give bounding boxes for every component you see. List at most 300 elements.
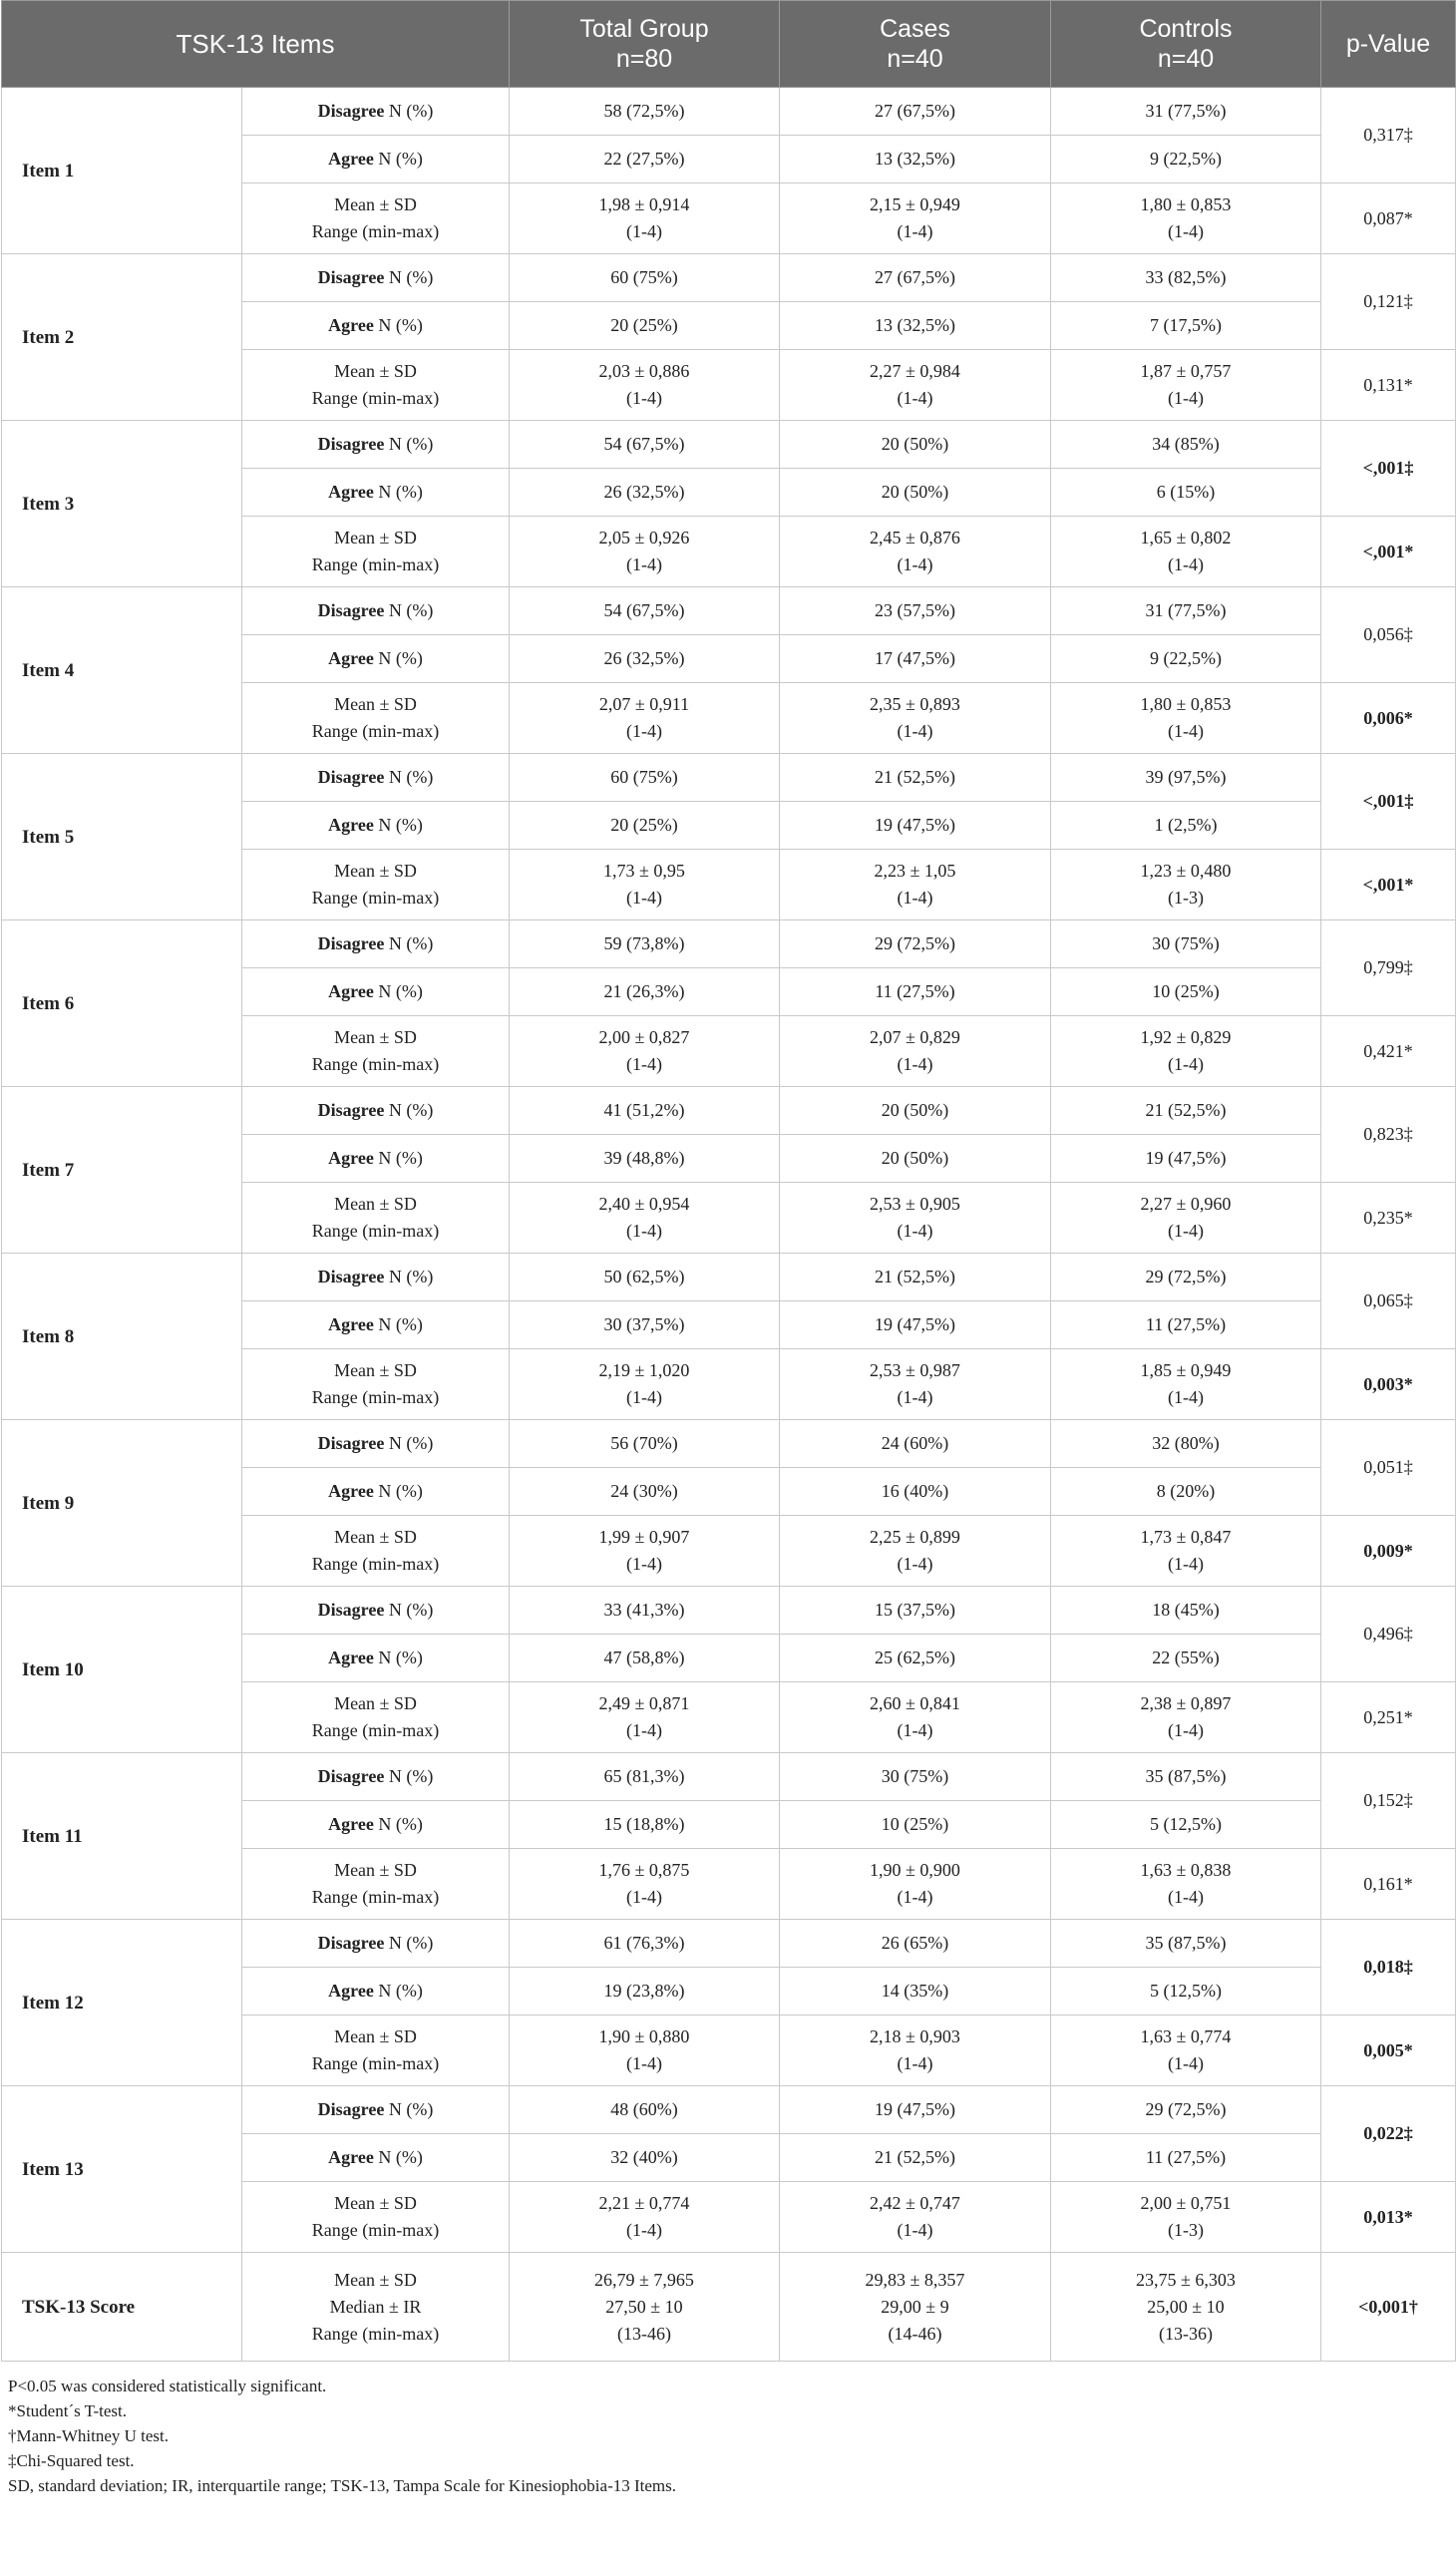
p-value-categorical: 0,496‡ (1321, 1587, 1456, 1682)
score-cases-cell (780, 2253, 1051, 2362)
p-value-mean: 0,251* (1321, 1682, 1456, 1753)
score-controls-mean: 23,75 ± 6,303 (1136, 2269, 1236, 2290)
range-cases-value: (1-4) (897, 888, 933, 908)
range-controls-value: (1-4) (1168, 721, 1204, 741)
mean-range-cases-cell (780, 1516, 1051, 1587)
agree-total-value: 47 (58,8%) (510, 1635, 780, 1682)
n-pct-label: N (%) (373, 1814, 423, 1834)
mean-range-cases-cell (780, 1682, 1051, 1753)
p-value-mean: 0,009* (1321, 1516, 1456, 1587)
mean-range-controls-cell (1051, 2016, 1321, 2086)
range-controls-value: (1-4) (1168, 388, 1204, 408)
mean-cases-value: 2,27 ± 0,984 (870, 361, 960, 381)
disagree-controls-value: 31 (77,5%) (1051, 88, 1321, 136)
item-name: Item 7 (2, 1087, 242, 1254)
disagree-label (242, 1087, 510, 1135)
table-row (2, 1254, 1456, 1301)
disagree-label (242, 1753, 510, 1801)
table-row (2, 1753, 1456, 1801)
header-cases-n: n=40 (887, 45, 943, 73)
disagree-controls-value: 35 (87,5%) (1051, 1920, 1321, 1968)
disagree-word: Disagree (317, 267, 385, 287)
range-label: Range (min-max) (311, 888, 440, 908)
mean-range-label (242, 350, 510, 421)
mean-range-cases-cell (780, 350, 1051, 421)
score-cases-range: (14-46) (888, 2323, 942, 2344)
mean-total-value: 2,07 ± 0,911 (598, 694, 690, 714)
mean-range-cases-cell (780, 1183, 1051, 1254)
disagree-total-value: 61 (76,3%) (510, 1920, 780, 1968)
agree-label (242, 302, 510, 350)
mean-cases-value: 2,60 ± 0,841 (870, 1693, 960, 1713)
mean-range-total-cell (510, 1516, 780, 1587)
disagree-controls-value: 39 (97,5%) (1051, 754, 1321, 802)
disagree-total-value: 59 (73,8%) (510, 920, 780, 968)
item-name: Item 9 (2, 1420, 242, 1587)
mean-cases-value: 2,53 ± 0,987 (870, 1360, 960, 1380)
n-pct-label: N (%) (373, 648, 423, 668)
disagree-word: Disagree (317, 2099, 385, 2119)
agree-total-value: 19 (23,8%) (510, 1968, 780, 2016)
range-label: Range (min-max) (311, 2053, 440, 2073)
p-value-categorical: 0,018‡ (1321, 1920, 1456, 2016)
table-row (2, 754, 1456, 802)
mean-range-cases-cell (780, 1016, 1051, 1087)
range-controls-value: (1-4) (1168, 1720, 1204, 1740)
mean-range-label (242, 1849, 510, 1920)
score-cases-median: 29,00 ± 9 (881, 2296, 949, 2317)
mean-sd-label: Mean ± SD (334, 361, 417, 381)
range-label: Range (min-max) (311, 1887, 440, 1907)
disagree-label (242, 920, 510, 968)
disagree-cases-value: 27 (67,5%) (780, 88, 1051, 136)
disagree-total-value: 54 (67,5%) (510, 587, 780, 635)
mean-controls-value: 1,23 ± 0,480 (1140, 861, 1232, 881)
p-value-categorical: <,001‡ (1321, 421, 1456, 517)
mean-total-value: 1,90 ± 0,880 (598, 2026, 690, 2046)
p-value-mean: 0,003* (1321, 1349, 1456, 1420)
score-controls-median: 25,00 ± 10 (1147, 2296, 1225, 2317)
mean-total-value: 1,73 ± 0,95 (603, 861, 685, 881)
agree-label (242, 1468, 510, 1516)
score-cases-mean: 29,83 ± 8,357 (865, 2269, 965, 2290)
agree-cases-value: 25 (62,5%) (780, 1635, 1051, 1682)
item-name: Item 12 (2, 1920, 242, 2086)
p-value-mean: <,001* (1321, 517, 1456, 587)
p-value-categorical: 0,065‡ (1321, 1254, 1456, 1349)
agree-controls-value: 11 (27,5%) (1051, 2134, 1321, 2182)
range-label: Range (min-max) (311, 1054, 440, 1074)
range-cases-value: (1-4) (897, 1054, 933, 1074)
range-controls-value: (1-4) (1168, 1554, 1204, 1574)
range-cases-value: (1-4) (897, 1221, 933, 1241)
n-pct-label: N (%) (373, 2147, 423, 2167)
agree-word: Agree (328, 1481, 374, 1501)
disagree-cases-value: 24 (60%) (780, 1420, 1051, 1468)
agree-cases-value: 17 (47,5%) (780, 635, 1051, 683)
mean-total-value: 2,05 ± 0,926 (598, 528, 690, 548)
mean-range-total-cell (510, 183, 780, 254)
score-name: TSK-13 Score (2, 2253, 242, 2362)
disagree-total-value: 48 (60%) (510, 2086, 780, 2134)
mean-range-label (242, 683, 510, 754)
mean-sd-label: Mean ± SD (334, 2193, 417, 2213)
disagree-controls-value: 31 (77,5%) (1051, 587, 1321, 635)
agree-total-value: 22 (27,5%) (510, 136, 780, 183)
p-value-categorical: <,001‡ (1321, 754, 1456, 850)
mean-range-label (242, 2182, 510, 2253)
agree-label (242, 1801, 510, 1849)
n-pct-label: N (%) (373, 315, 423, 335)
agree-label (242, 1968, 510, 2016)
mean-range-label (242, 517, 510, 587)
range-total-value: (1-4) (626, 1054, 662, 1074)
table-header (2, 1, 1456, 88)
agree-label (242, 1135, 510, 1183)
mean-range-total-cell (510, 1349, 780, 1420)
mean-controls-value: 1,80 ± 0,853 (1140, 694, 1232, 714)
range-cases-value: (1-4) (897, 1387, 933, 1407)
p-value-categorical: 0,317‡ (1321, 88, 1456, 183)
agree-cases-value: 19 (47,5%) (780, 1301, 1051, 1349)
p-value-mean: 0,161* (1321, 1849, 1456, 1920)
disagree-controls-value: 34 (85%) (1051, 421, 1321, 469)
mean-range-controls-cell (1051, 1016, 1321, 1087)
item-name: Item 11 (2, 1753, 242, 1920)
mean-total-value: 1,76 ± 0,875 (598, 1860, 690, 1880)
table-row (2, 587, 1456, 635)
item-name: Item 10 (2, 1587, 242, 1753)
n-pct-label: N (%) (373, 1648, 423, 1667)
mean-range-controls-cell (1051, 350, 1321, 421)
disagree-word: Disagree (317, 1433, 385, 1453)
n-pct-label: N (%) (373, 149, 423, 169)
range-cases-value: (1-4) (897, 388, 933, 408)
agree-label (242, 802, 510, 850)
agree-total-value: 39 (48,8%) (510, 1135, 780, 1183)
agree-label (242, 1635, 510, 1682)
disagree-cases-value: 30 (75%) (780, 1753, 1051, 1801)
range-cases-value: (1-4) (897, 2220, 933, 2240)
agree-cases-value: 21 (52,5%) (780, 2134, 1051, 2182)
p-value-mean: <,001* (1321, 850, 1456, 920)
mean-controls-value: 1,92 ± 0,829 (1140, 1027, 1232, 1047)
p-value-mean: 0,235* (1321, 1183, 1456, 1254)
item-name: Item 4 (2, 587, 242, 754)
agree-cases-value: 13 (32,5%) (780, 136, 1051, 183)
range-total-value: (1-4) (626, 2053, 662, 2073)
n-pct-label: N (%) (373, 1314, 423, 1334)
disagree-word: Disagree (317, 101, 385, 121)
range-cases-value: (1-4) (897, 721, 933, 741)
disagree-label (242, 1254, 510, 1301)
table-row (2, 1087, 1456, 1135)
header-controls-n: n=40 (1157, 45, 1215, 73)
disagree-word: Disagree (317, 1933, 385, 1953)
mean-range-label (242, 1349, 510, 1420)
n-pct-label: N (%) (384, 1100, 434, 1120)
n-pct-label: N (%) (384, 1766, 434, 1786)
range-label: Range (min-max) (311, 554, 440, 574)
disagree-cases-value: 20 (50%) (780, 421, 1051, 469)
n-pct-label: N (%) (384, 1600, 434, 1620)
score-p-value: <0,001† (1321, 2253, 1456, 2362)
disagree-controls-value: 21 (52,5%) (1051, 1087, 1321, 1135)
table-row (2, 1587, 1456, 1635)
mean-sd-label: Mean ± SD (334, 1027, 417, 1047)
mean-range-cases-cell (780, 850, 1051, 920)
footnote: P<0.05 was considered statistically significant. (8, 2377, 327, 2395)
p-value-categorical: 0,799‡ (1321, 920, 1456, 1016)
range-cases-value: (1-4) (897, 2053, 933, 2073)
agree-total-value: 15 (18,8%) (510, 1801, 780, 1849)
n-pct-label: N (%) (373, 981, 423, 1001)
mean-range-cases-cell (780, 1849, 1051, 1920)
item-name: Item 13 (2, 2086, 242, 2253)
n-pct-label: N (%) (373, 1981, 423, 2001)
mean-controls-value: 1,87 ± 0,757 (1140, 361, 1232, 381)
p-value-mean: 0,421* (1321, 1016, 1456, 1087)
mean-range-controls-cell (1051, 1849, 1321, 1920)
agree-word: Agree (328, 648, 374, 668)
disagree-cases-value: 15 (37,5%) (780, 1587, 1051, 1635)
agree-word: Agree (328, 981, 374, 1001)
mean-range-controls-cell (1051, 1682, 1321, 1753)
mean-range-total-cell (510, 1849, 780, 1920)
disagree-word: Disagree (317, 1267, 385, 1286)
disagree-total-value: 33 (41,3%) (510, 1587, 780, 1635)
mean-range-cases-cell (780, 183, 1051, 254)
disagree-label (242, 754, 510, 802)
table-row (2, 88, 1456, 136)
n-pct-label: N (%) (384, 933, 434, 953)
range-cases-value: (1-4) (897, 554, 933, 574)
range-total-value: (1-4) (626, 888, 662, 908)
mean-range-controls-cell (1051, 683, 1321, 754)
agree-total-value: 21 (26,3%) (510, 968, 780, 1016)
mean-range-cases-cell (780, 1349, 1051, 1420)
disagree-word: Disagree (317, 933, 385, 953)
agree-word: Agree (328, 1981, 374, 2001)
agree-controls-value: 5 (12,5%) (1051, 1968, 1321, 2016)
p-value-categorical: 0,152‡ (1321, 1753, 1456, 1849)
disagree-total-value: 58 (72,5%) (510, 88, 780, 136)
score-row (2, 2253, 1456, 2362)
mean-range-controls-cell (1051, 1516, 1321, 1587)
disagree-controls-value: 29 (72,5%) (1051, 1254, 1321, 1301)
agree-controls-value: 10 (25%) (1051, 968, 1321, 1016)
range-label: Range (min-max) (311, 221, 440, 241)
agree-total-value: 30 (37,5%) (510, 1301, 780, 1349)
p-value-mean: 0,006* (1321, 683, 1456, 754)
range-cases-value: (1-4) (897, 1720, 933, 1740)
disagree-label (242, 1420, 510, 1468)
agree-total-value: 20 (25%) (510, 802, 780, 850)
mean-range-controls-cell (1051, 1183, 1321, 1254)
n-pct-label: N (%) (384, 1433, 434, 1453)
disagree-controls-value: 35 (87,5%) (1051, 1753, 1321, 1801)
header-total-n: n=80 (615, 45, 673, 73)
p-value-mean: 0,131* (1321, 350, 1456, 421)
disagree-total-value: 41 (51,2%) (510, 1087, 780, 1135)
range-cases-value: (1-4) (897, 1887, 933, 1907)
agree-controls-value: 19 (47,5%) (1051, 1135, 1321, 1183)
disagree-word: Disagree (317, 767, 385, 787)
mean-range-total-cell (510, 683, 780, 754)
mean-range-cases-cell (780, 2016, 1051, 2086)
disagree-label (242, 2086, 510, 2134)
mean-controls-value: 1,80 ± 0,853 (1140, 194, 1232, 214)
disagree-cases-value: 27 (67,5%) (780, 254, 1051, 302)
range-total-value: (1-4) (626, 721, 662, 741)
n-pct-label: N (%) (373, 815, 423, 835)
table-footnotes (8, 2374, 1456, 2498)
range-controls-value: (1-4) (1168, 1054, 1204, 1074)
mean-sd-label: Mean ± SD (334, 1527, 417, 1547)
p-value-categorical: 0,056‡ (1321, 587, 1456, 683)
table-row (2, 254, 1456, 302)
agree-total-value: 26 (32,5%) (510, 469, 780, 517)
mean-controls-value: 1,63 ± 0,838 (1140, 1860, 1232, 1880)
range-controls-value: (1-4) (1168, 554, 1204, 574)
mean-sd-label: Mean ± SD (334, 1693, 417, 1713)
range-label: Range (min-max) (311, 2323, 440, 2344)
mean-range-cases-cell (780, 683, 1051, 754)
n-pct-label: N (%) (384, 2099, 434, 2119)
agree-controls-value: 1 (2,5%) (1051, 802, 1321, 850)
disagree-total-value: 50 (62,5%) (510, 1254, 780, 1301)
median-ir-label: Median ± IR (329, 2296, 422, 2317)
mean-total-value: 2,40 ± 0,954 (598, 1194, 690, 1214)
header-pvalue: p-Value (1321, 1, 1456, 88)
agree-total-value: 20 (25%) (510, 302, 780, 350)
p-value-mean: 0,013* (1321, 2182, 1456, 2253)
header-items: TSK-13 Items (2, 1, 510, 88)
n-pct-label: N (%) (373, 482, 423, 502)
range-cases-value: (1-4) (897, 221, 933, 241)
mean-cases-value: 2,42 ± 0,747 (870, 2193, 960, 2213)
agree-cases-value: 14 (35%) (780, 1968, 1051, 2016)
agree-word: Agree (328, 149, 374, 169)
header-cases (780, 1, 1051, 88)
mean-sd-label: Mean ± SD (334, 2026, 417, 2046)
header-controls-title: Controls (1139, 15, 1233, 43)
mean-total-value: 1,98 ± 0,914 (598, 194, 690, 214)
p-value-categorical: 0,121‡ (1321, 254, 1456, 350)
disagree-word: Disagree (317, 1600, 385, 1620)
disagree-total-value: 56 (70%) (510, 1420, 780, 1468)
mean-range-total-cell (510, 1682, 780, 1753)
range-label: Range (min-max) (311, 1720, 440, 1740)
agree-cases-value: 20 (50%) (780, 1135, 1051, 1183)
disagree-cases-value: 21 (52,5%) (780, 754, 1051, 802)
range-controls-value: (1-3) (1168, 2220, 1204, 2240)
score-label (242, 2253, 510, 2362)
agree-cases-value: 19 (47,5%) (780, 802, 1051, 850)
disagree-controls-value: 18 (45%) (1051, 1587, 1321, 1635)
mean-cases-value: 2,35 ± 0,893 (870, 694, 960, 714)
mean-range-cases-cell (780, 517, 1051, 587)
disagree-word: Disagree (317, 434, 385, 454)
agree-word: Agree (328, 1814, 374, 1834)
mean-cases-value: 2,53 ± 0,905 (870, 1194, 960, 1214)
n-pct-label: N (%) (373, 1481, 423, 1501)
mean-controls-value: 1,63 ± 0,774 (1140, 2026, 1232, 2046)
score-total-median: 27,50 ± 10 (605, 2296, 683, 2317)
agree-label (242, 2134, 510, 2182)
mean-cases-value: 2,25 ± 0,899 (870, 1527, 960, 1547)
mean-cases-value: 2,18 ± 0,903 (870, 2026, 960, 2046)
footnote: *Student´s T-test. (8, 2401, 128, 2420)
agree-word: Agree (328, 2147, 374, 2167)
range-controls-value: (1-3) (1168, 888, 1204, 908)
agree-cases-value: 10 (25%) (780, 1801, 1051, 1849)
agree-cases-value: 11 (27,5%) (780, 968, 1051, 1016)
agree-total-value: 26 (32,5%) (510, 635, 780, 683)
range-label: Range (min-max) (311, 2220, 440, 2240)
disagree-word: Disagree (317, 600, 385, 620)
range-total-value: (1-4) (626, 1387, 662, 1407)
mean-range-controls-cell (1051, 850, 1321, 920)
mean-sd-label: Mean ± SD (334, 528, 417, 548)
range-controls-value: (1-4) (1168, 1387, 1204, 1407)
agree-cases-value: 13 (32,5%) (780, 302, 1051, 350)
mean-sd-label: Mean ± SD (334, 2269, 417, 2290)
score-total-cell (510, 2253, 780, 2362)
range-controls-value: (1-4) (1168, 1887, 1204, 1907)
range-total-value: (1-4) (626, 1887, 662, 1907)
mean-cases-value: 2,07 ± 0,829 (870, 1027, 960, 1047)
agree-cases-value: 16 (40%) (780, 1468, 1051, 1516)
mean-controls-value: 2,00 ± 0,751 (1140, 2193, 1232, 2213)
item-name: Item 1 (2, 88, 242, 254)
disagree-controls-value: 33 (82,5%) (1051, 254, 1321, 302)
tsk13-results-table (1, 0, 1456, 2362)
disagree-label (242, 587, 510, 635)
agree-label (242, 1301, 510, 1349)
n-pct-label: N (%) (373, 1148, 423, 1168)
n-pct-label: N (%) (384, 1267, 434, 1286)
mean-sd-label: Mean ± SD (334, 194, 417, 214)
disagree-cases-value: 26 (65%) (780, 1920, 1051, 1968)
mean-sd-label: Mean ± SD (334, 1194, 417, 1214)
score-total-mean: 26,79 ± 7,965 (594, 2269, 694, 2290)
n-pct-label: N (%) (384, 267, 434, 287)
n-pct-label: N (%) (384, 434, 434, 454)
mean-range-total-cell (510, 350, 780, 421)
mean-total-value: 1,99 ± 0,907 (598, 1527, 690, 1547)
agree-controls-value: 22 (55%) (1051, 1635, 1321, 1682)
mean-range-total-cell (510, 1183, 780, 1254)
range-label: Range (min-max) (311, 1387, 440, 1407)
mean-range-label (242, 850, 510, 920)
disagree-total-value: 60 (75%) (510, 754, 780, 802)
mean-cases-value: 2,23 ± 1,05 (874, 861, 956, 881)
disagree-label (242, 421, 510, 469)
mean-controls-value: 1,85 ± 0,949 (1140, 1360, 1232, 1380)
footnote: ‡Chi-Squared test. (8, 2451, 135, 2470)
score-controls-cell (1051, 2253, 1321, 2362)
n-pct-label: N (%) (384, 767, 434, 787)
range-total-value: (1-4) (626, 1221, 662, 1241)
mean-total-value: 2,49 ± 0,871 (598, 1693, 690, 1713)
disagree-word: Disagree (317, 1766, 385, 1786)
range-total-value: (1-4) (626, 221, 662, 241)
agree-label (242, 136, 510, 183)
header-controls (1051, 1, 1321, 88)
mean-range-label (242, 183, 510, 254)
range-total-value: (1-4) (626, 1720, 662, 1740)
